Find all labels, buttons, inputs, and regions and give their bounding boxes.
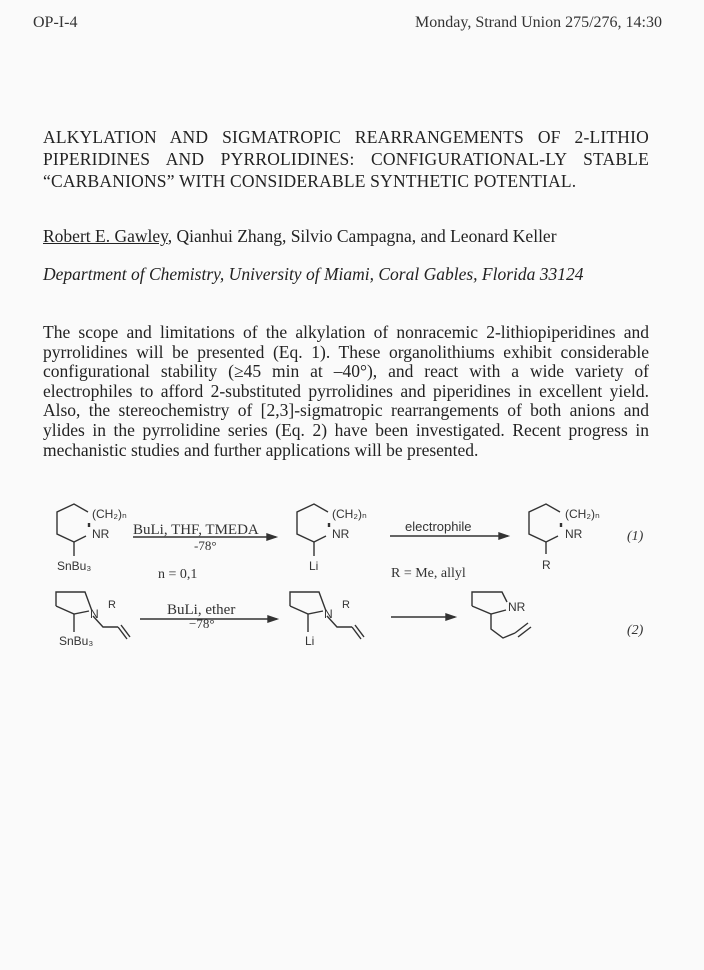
- eq1-prod-ch2n: (CH₂)ₙ: [565, 507, 600, 521]
- eq2-step1-arrow: [140, 602, 277, 631]
- eq1-int-li: Li: [309, 559, 319, 573]
- eq2-label: (2): [627, 623, 644, 638]
- author-list: [43, 226, 557, 247]
- eq1-prod-nr: NR: [565, 527, 583, 541]
- eq2-product: [472, 592, 531, 638]
- eq2-prod-nr: NR: [508, 600, 526, 614]
- eq1-int-ch2n: (CH₂)ₙ: [332, 507, 367, 521]
- eq1-n-note: n = 0,1: [158, 567, 198, 582]
- eq1-prod-r: R: [542, 558, 551, 572]
- eq1-r-note: R = Me, allyl: [391, 566, 466, 581]
- co-authors: , Qianhui Zhang, Silvio Campagna, and Leonard Keller: [167, 226, 557, 246]
- eq2-reactant-snbu3: SnBu₃: [59, 634, 94, 648]
- eq1-step1-arrow: [133, 522, 276, 582]
- presenting-author: Robert E. Gawley: [43, 226, 168, 246]
- affiliation: Department of Chemistry, University of Miami, Coral Gables, Florida 33124: [43, 264, 584, 284]
- eq2-step2-arrow: [391, 614, 455, 620]
- eq1-reactant-snbu3: SnBu₃: [57, 559, 92, 573]
- eq1-reactant-nr: NR: [92, 527, 110, 541]
- eq2-reactant: [56, 592, 130, 648]
- eq2-reactant-r: R: [108, 599, 116, 611]
- eq1-step2-arrow: [390, 519, 508, 581]
- eq1-reactant: [57, 504, 127, 573]
- eq1-product: [529, 504, 600, 572]
- eq1-step1-reagents: BuLi, THF, TMEDA: [133, 522, 259, 538]
- eq1-reactant-ch2n: (CH₂)ₙ: [92, 507, 127, 521]
- paper-title: ALKYLATION AND SIGMATROPIC REARRANGEMENTS OF 2-LITHIO PIPERIDINES AND PYRROLIDINES: CONFIGURATIONAL-LY STABLE “CARBANIONS” WITH CONSIDERABLE SYNTHETIC POTENTIAL.: [43, 127, 649, 191]
- eq2-int-n: N: [324, 607, 333, 621]
- eq1-step1-temp: -78°: [194, 538, 217, 553]
- session-schedule: Monday, Strand Union 275/276, 14:30: [415, 14, 662, 31]
- eq2-reactant-n: N: [90, 607, 99, 621]
- eq1-int-nr: NR: [332, 527, 350, 541]
- reaction-scheme: [0, 490, 704, 690]
- eq1-label: (1): [627, 529, 644, 544]
- eq1-intermediate: [297, 504, 367, 573]
- eq1-step2-reagents: electrophile: [405, 519, 472, 534]
- eq2-step1-temp: −78°: [189, 616, 215, 631]
- eq2-intermediate: [290, 592, 364, 648]
- eq2-int-r: R: [342, 599, 350, 611]
- session-code: OP-I-4: [33, 14, 78, 31]
- abstract-text: The scope and limitations of the alkylation of nonracemic 2-lithiopiperidines and pyrrolidines will be presented (Eq. 1). These organolithiums exhibit considerable configurational stability (≥45 min at –40°), and react with a wide variety of electrophiles to afford 2-substituted pyrrolidines and piperidines in excellent yield. Also, the stereochemistry of [2,3]-sigmatropic rearrangements of both anions and ylides in the pyrrolidine series (Eq. 2) have been investigated. Recent progress in mechanistic studies and further applications will be presented.: [43, 322, 649, 460]
- eq2-int-li: Li: [305, 634, 315, 648]
- eq2-step1-reagents: BuLi, ether: [167, 602, 236, 618]
- piperidine-ring-bonds: [57, 504, 88, 542]
